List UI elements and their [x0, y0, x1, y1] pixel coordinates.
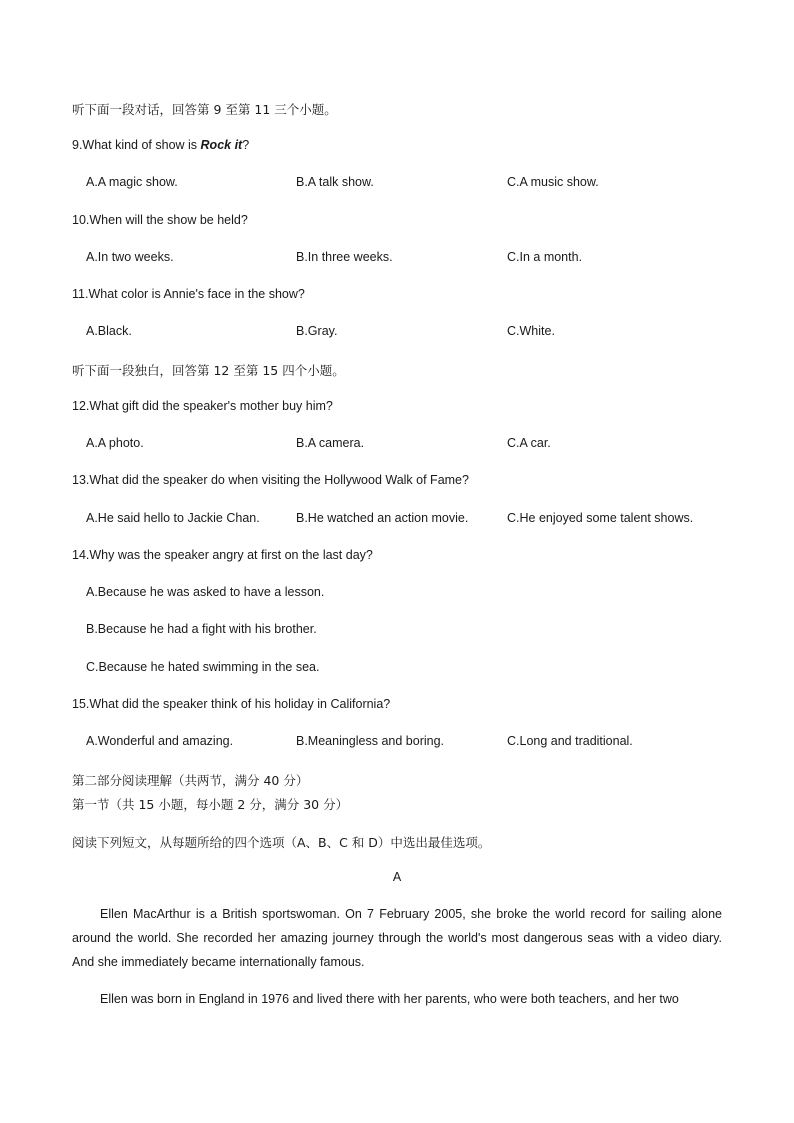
question-9-suffix: ?: [242, 138, 250, 152]
question-9: [72, 138, 249, 152]
section-intro-12-15: 听下面一段独白，回答第 12 至第 15 四个小题。: [72, 363, 345, 378]
passage-paragraph-1: Ellen MacArthur is a British sportswoman. On 7 February 2005, she broke the world record for sailing alone around the world. She recorded her amazing journey through the world's most dangerous seas with a video diary. And she immediately became internationally famous.: [72, 907, 722, 969]
question-10-options: [86, 250, 736, 268]
question-10: 10.When will the show be held?: [72, 213, 248, 227]
section-intro-9-11: 听下面一段对话，回答第 9 至第 11 三个小题。: [72, 102, 337, 117]
part2-heading: 第二部分阅读理解（共两节，满分 40 分）: [72, 773, 309, 788]
question-14-option-a: A.Because he was asked to have a lesson.: [86, 585, 325, 599]
question-12-options: [86, 436, 736, 454]
question-10-option-b: B.In three weeks.: [296, 250, 393, 264]
question-9-option-a: A.A magic show.: [86, 175, 178, 189]
question-14-option-c: C.Because he hated swimming in the sea.: [86, 660, 320, 674]
question-9-option-c: C.A music show.: [507, 175, 599, 189]
question-13: 13.What did the speaker do when visiting the Hollywood Walk of Fame?: [72, 473, 469, 487]
question-10-option-a: A.In two weeks.: [86, 250, 174, 264]
part2-subheading: 第一节（共 15 小题，每小题 2 分，满分 30 分）: [72, 797, 349, 812]
question-13-option-a: A.He said hello to Jackie Chan.: [86, 511, 260, 525]
question-12-option-c: C.A car.: [507, 436, 551, 450]
question-13-options: [86, 511, 736, 529]
question-14: 14.Why was the speaker angry at first on the last day?: [72, 548, 373, 562]
passage-label: A: [392, 870, 402, 884]
question-10-option-c: C.In a month.: [507, 250, 583, 264]
question-15-option-b: B.Meaningless and boring.: [296, 734, 445, 748]
question-12-option-b: B.A camera.: [296, 436, 365, 450]
question-12-option-a: A.A photo.: [86, 436, 144, 450]
question-13-option-c: C.He enjoyed some talent shows.: [507, 511, 694, 525]
reading-instruction: 阅读下列短文，从每题所给的四个选项（A、B、C 和 D）中选出最佳选项。: [72, 835, 491, 850]
question-11-options: [86, 324, 736, 342]
question-9-show-name: Rock it: [200, 138, 243, 152]
question-15-option-c: C.Long and traditional.: [507, 734, 633, 748]
passage-paragraph-2: Ellen was born in England in 1976 and lived there with her parents, who were both teachers, and her two: [100, 992, 679, 1006]
question-9-prefix: 9.What kind of show is: [72, 138, 201, 152]
question-15-options: [86, 734, 736, 752]
question-9-option-b: B.A talk show.: [296, 175, 374, 189]
question-11-option-c: C.White.: [507, 324, 555, 338]
question-14-option-b: B.Because he had a fight with his brother.: [86, 622, 317, 636]
question-9-options: [86, 175, 736, 193]
question-11: 11.What color is Annie's face in the show?: [72, 287, 305, 301]
question-11-option-b: B.Gray.: [296, 324, 338, 338]
question-13-option-b: B.He watched an action movie.: [296, 511, 469, 525]
question-11-option-a: A.Black.: [86, 324, 132, 338]
question-12: 12.What gift did the speaker's mother buy him?: [72, 399, 333, 413]
question-15: 15.What did the speaker think of his holiday in California?: [72, 697, 391, 711]
question-15-option-a: A.Wonderful and amazing.: [86, 734, 234, 748]
